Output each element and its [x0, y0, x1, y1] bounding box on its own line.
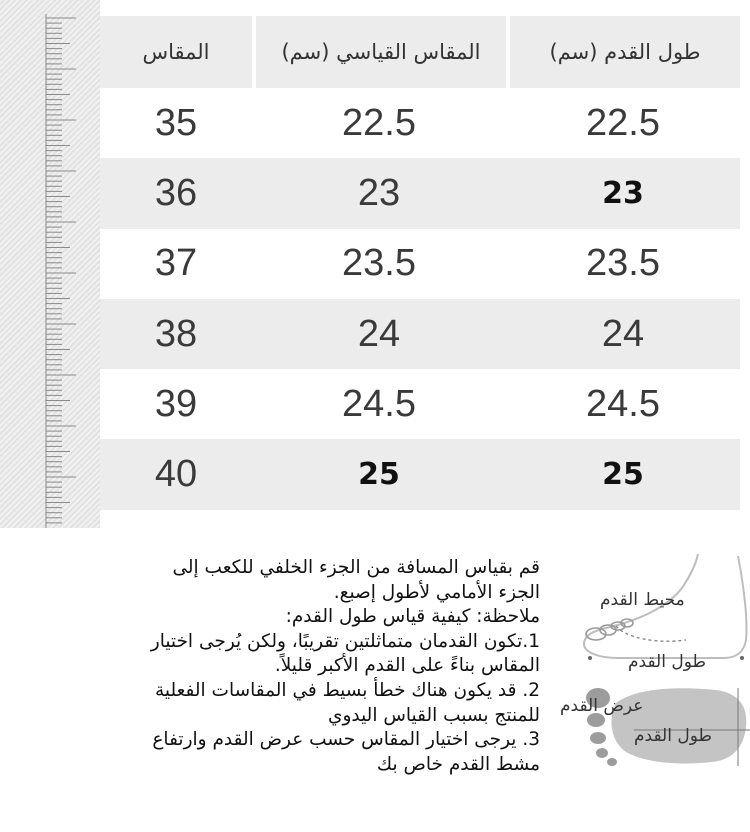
ruler-ticks [0, 0, 100, 528]
table-row [100, 229, 740, 299]
ruler-strip [0, 0, 100, 528]
foot-length-label-top: طول القدم [628, 652, 707, 672]
header-standard-size: المقاس القياسي (سم) [252, 16, 506, 88]
standard-size-cell: 23 [357, 171, 401, 214]
foot-length-cell: 25 [602, 457, 644, 493]
instruction-line: للمنتج بسبب القياس اليدوي [327, 704, 540, 726]
table-header-row [100, 16, 740, 88]
table-row [100, 158, 740, 228]
foot-length-cell: 22.5 [586, 101, 660, 144]
instruction-line: 3. يرجى اختيار المقاس حسب عرض القدم وارتفاع [152, 729, 540, 751]
standard-size-cell: 25 [358, 457, 400, 493]
foot-width-label: عرض القدم [560, 696, 644, 716]
standard-size-cell: 22.5 [342, 101, 416, 144]
size-cell: 39 [154, 382, 198, 425]
instruction-line: ملاحظة: كيفية قياس طول القدم: [285, 606, 540, 628]
standard-size-cell: 24 [357, 312, 401, 355]
table-row [100, 299, 740, 369]
instruction-line: قم بقياس المسافة من الجزء الخلفي للكعب إلى [172, 557, 540, 578]
size-cell: 35 [154, 101, 198, 144]
size-table [100, 16, 740, 510]
foot-diagram [556, 548, 750, 768]
size-cell: 36 [154, 171, 198, 214]
header-foot-length: طول القدم (سم) [506, 16, 740, 88]
instruction-line: مشط القدم خاص بك [376, 753, 540, 775]
measurement-instructions [40, 556, 540, 777]
header-size: المقاس [142, 40, 210, 64]
instruction-line: 2. قد يكون هناك خطأ بسيط في المقاسات الفعلية [154, 679, 540, 701]
table-row [100, 369, 740, 439]
table-row [100, 439, 740, 509]
foot-length-cell: 23 [602, 175, 644, 211]
foot-circumference-label: محيط القدم [600, 590, 685, 610]
standard-size-cell: 23.5 [342, 242, 416, 285]
table-row [100, 88, 740, 158]
size-cell: 40 [154, 453, 198, 496]
size-cell: 38 [154, 312, 198, 355]
size-cell: 37 [154, 242, 198, 285]
instruction-line: المقاس بناءً على القدم الأكبر قليلاً. [274, 655, 540, 677]
instruction-line: 1.تكون القدمان متماثلتين تقريبًا، ولكن يُرجى اختيار [150, 630, 540, 652]
instruction-line: الجزء الأمامي لأطول إصبع. [333, 581, 540, 603]
foot-length-cell: 24.5 [586, 382, 660, 425]
standard-size-cell: 24.5 [342, 382, 416, 425]
foot-length-cell: 24 [601, 312, 645, 355]
foot-length-label-bottom: طول القدم [634, 726, 713, 746]
foot-length-cell: 23.5 [586, 242, 660, 285]
